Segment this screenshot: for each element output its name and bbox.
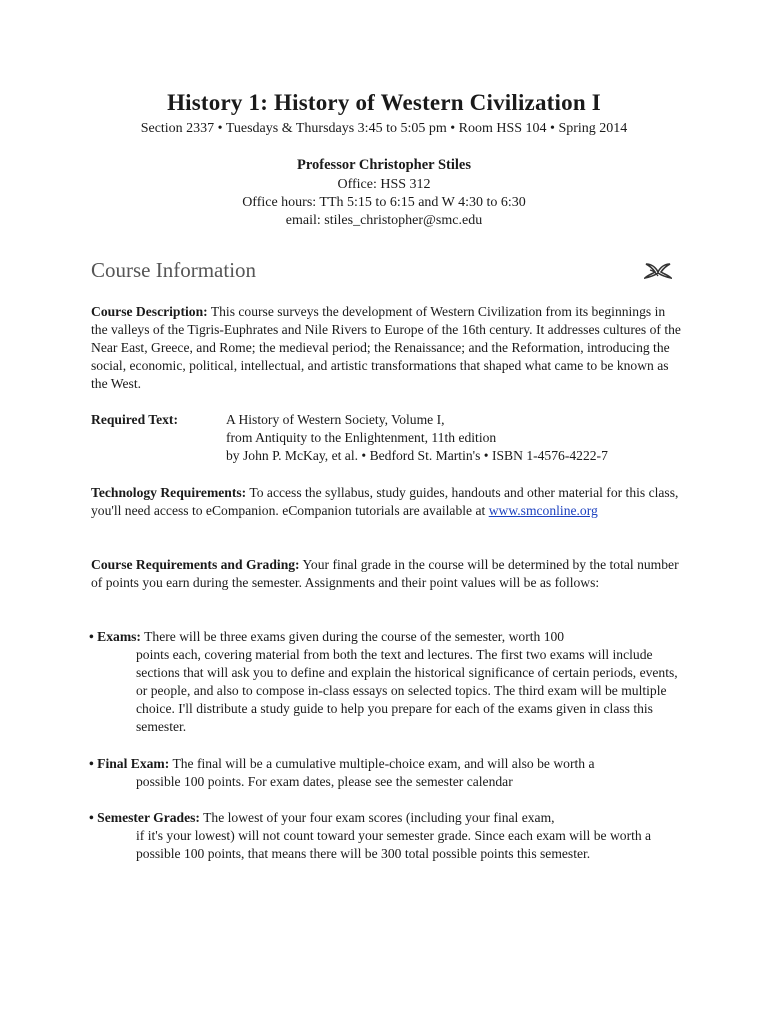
technology-label: Technology Requirements:: [91, 485, 247, 500]
office-location: Office: HSS 312: [337, 177, 431, 192]
course-requirements-grading: [91, 556, 683, 592]
exams-label: • Exams:: [89, 629, 141, 644]
technology-text: To access the syllabus, study guides, handouts and other material for this class, you'll need access to eCompanion. eCompanion tutorials are available at: [91, 485, 679, 518]
professor-name: Professor Christopher Stiles: [297, 157, 471, 173]
semester-grades-bullet: [89, 809, 685, 863]
course-schedule-line: Section 2337 • Tuesdays & Thursdays 3:45 to 5:05 pm • Room HSS 104 • Spring 2014: [140, 121, 628, 136]
grading-text: Your final grade in the course will be determined by the total number of points you earn during the semester. Assignments and their point values will be as follows:: [91, 557, 679, 590]
required-text-line-1: A History of Western Society, Volume I,: [226, 412, 445, 427]
section-heading: Course Information: [91, 258, 257, 282]
exams-bullet: [89, 628, 685, 736]
semester-grades-label: • Semester Grades:: [89, 810, 200, 825]
grading-label: Course Requirements and Grading:: [91, 557, 300, 572]
course-description-text: This course surveys the development of Western Civilization from its beginnings in the valleys of the Tigris-Euphrates and Nile Rivers to Europe of the 16th century. It addresses cultures of the Near East, Greece, and Rome; the medieval period; the Renaissance; and the Reformation, introducing the social, economic, political, intellectual, and artistic transformations that shaped what came to be known as the West.: [91, 304, 681, 391]
final-exam-label: • Final Exam:: [89, 756, 170, 771]
semester-grades-text: if it's your lowest) will not count toward your semester grade. Since each exam will be worth a possible 100 points, that means there will be 300 total possible points this semester.: [136, 828, 652, 861]
course-description: [91, 303, 683, 393]
fleuron-ornament-icon: [644, 260, 672, 280]
technology-requirements: [91, 484, 683, 520]
final-exam-first-line: The final will be a cumulative multiple-choice exam, and will also be worth a: [169, 756, 595, 771]
exams-text: points each, covering material from both the text and lectures. The first two exams will include sections that will ask you to define and explain the historical significance of certain periods, events, or people, and also to compose in-class essays on selected topics. The third exam will be multiple choice. I'll distribute a study guide to help you prepare for each of the exams given in class this semester.: [136, 647, 678, 734]
course-description-label: Course Description:: [91, 304, 208, 319]
exams-first-line: There will be three exams given during the course of the semester, worth 100: [140, 629, 565, 644]
professor-email: email: stiles_christopher@smc.edu: [285, 213, 483, 228]
office-hours: Office hours: TTh 5:15 to 6:15 and W 4:30 to 6:30: [242, 195, 526, 210]
required-text-line-3: by John P. McKay, et al. • Bedford St. Martin's • ISBN 1-4576-4222-7: [226, 448, 608, 463]
smconline-link[interactable]: www.smconline.org: [488, 503, 598, 518]
semester-grades-first-line: The lowest of your four exam scores (including your final exam,: [199, 810, 555, 825]
final-exam-text: possible 100 points. For exam dates, please see the semester calendar: [136, 774, 513, 789]
final-exam-bullet: [89, 755, 685, 791]
required-text-line-2: from Antiquity to the Enlightenment, 11th edition: [226, 430, 497, 445]
course-title: History 1: History of Western Civilization I: [167, 90, 601, 115]
required-text-label: Required Text:: [91, 412, 178, 427]
